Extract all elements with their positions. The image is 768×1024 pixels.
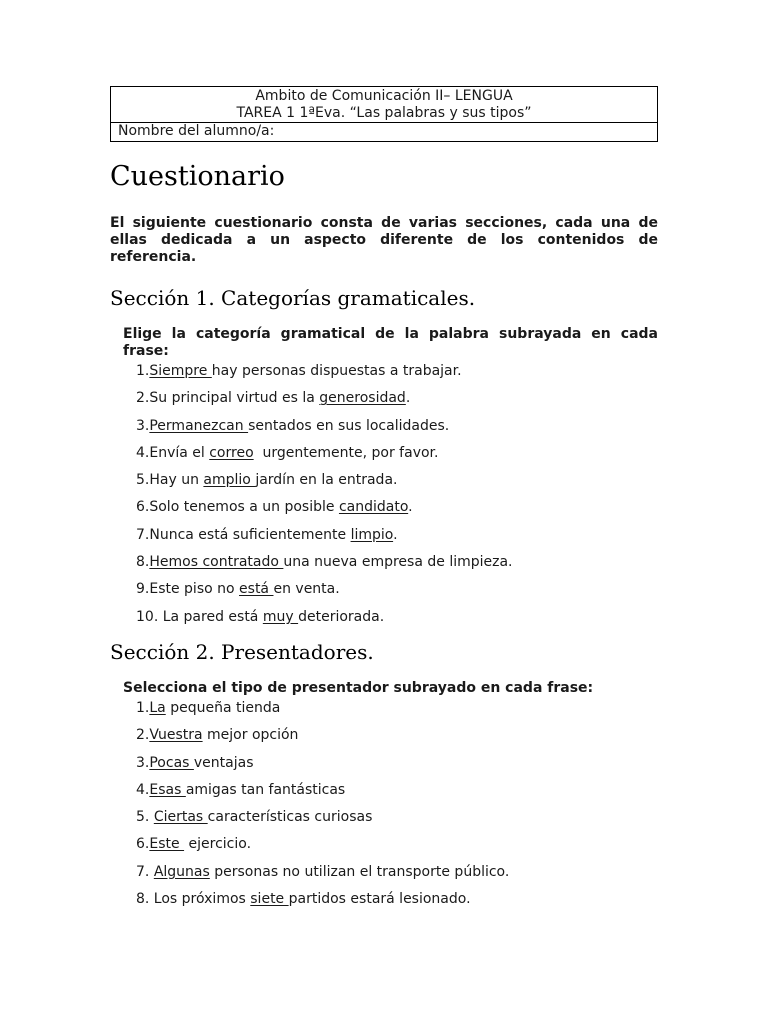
header-task: TAREA 1 1ªEva. “Las palabras y sus tipos” [236, 105, 532, 121]
list-item: 1.Siempre hay personas dispuestas a trabajar. [136, 363, 462, 379]
list-item: 8. Los próximos siete partidos estará lesionado. [136, 891, 471, 908]
list-item: 2.Su principal virtud es la generosidad. [136, 390, 411, 407]
header-table [110, 86, 658, 142]
header-title-cell [111, 87, 657, 123]
section-2-instruction: Selecciona el tipo de presentador subrayado en cada frase: [123, 679, 594, 696]
list-item: 8.Hemos contratado una nueva empresa de limpieza. [136, 554, 513, 571]
list-item: 7. Algunas personas no utilizan el transporte público. [136, 863, 510, 880]
list-item: 5.Hay un amplio jardín en la entrada. [136, 472, 398, 489]
section-2-list [110, 700, 658, 918]
header-subject: Ambito de Comunicación II– LENGUA [255, 88, 513, 104]
list-item: 5. Ciertas características curiosas [136, 809, 373, 826]
section-1-instruction: Elige la categoría gramatical de la palabra subrayada en cada frase: [123, 326, 658, 359]
document-page [110, 86, 658, 918]
list-item: 4.Envía el correo urgentemente, por favor. [136, 444, 439, 461]
list-item: 2.Vuestra mejor opción [136, 727, 299, 744]
list-item: 4.Esas amigas tan fantásticas [136, 781, 346, 798]
student-name-field: Nombre del alumno/a: [118, 123, 275, 139]
list-item: 1.La pequeña tienda [136, 699, 281, 716]
list-item: 3.Permanezcan sentados en sus localidades. [136, 417, 450, 434]
list-item: 10. La pared está muy deteriorada. [136, 608, 385, 625]
intro-paragraph: El siguiente cuestionario consta de varias secciones, cada una de ellas dedicada a un aspecto diferente de los contenidos de referencia. [110, 215, 658, 265]
section-2-heading: Sección 2. Presentadores. [110, 639, 374, 664]
section-1-list [110, 363, 658, 636]
list-item: 9.Este piso no está en venta. [136, 581, 340, 598]
list-item: 6.Este ejercicio. [136, 836, 252, 853]
section-1-heading: Sección 1. Categorías gramaticales. [110, 286, 476, 310]
list-item: 3.Pocas ventajas [136, 754, 254, 771]
page-title: Cuestionario [110, 161, 285, 192]
list-item: 7.Nunca está suficientemente limpio. [136, 526, 398, 543]
list-item: 6.Solo tenemos a un posible candidato. [136, 499, 413, 516]
